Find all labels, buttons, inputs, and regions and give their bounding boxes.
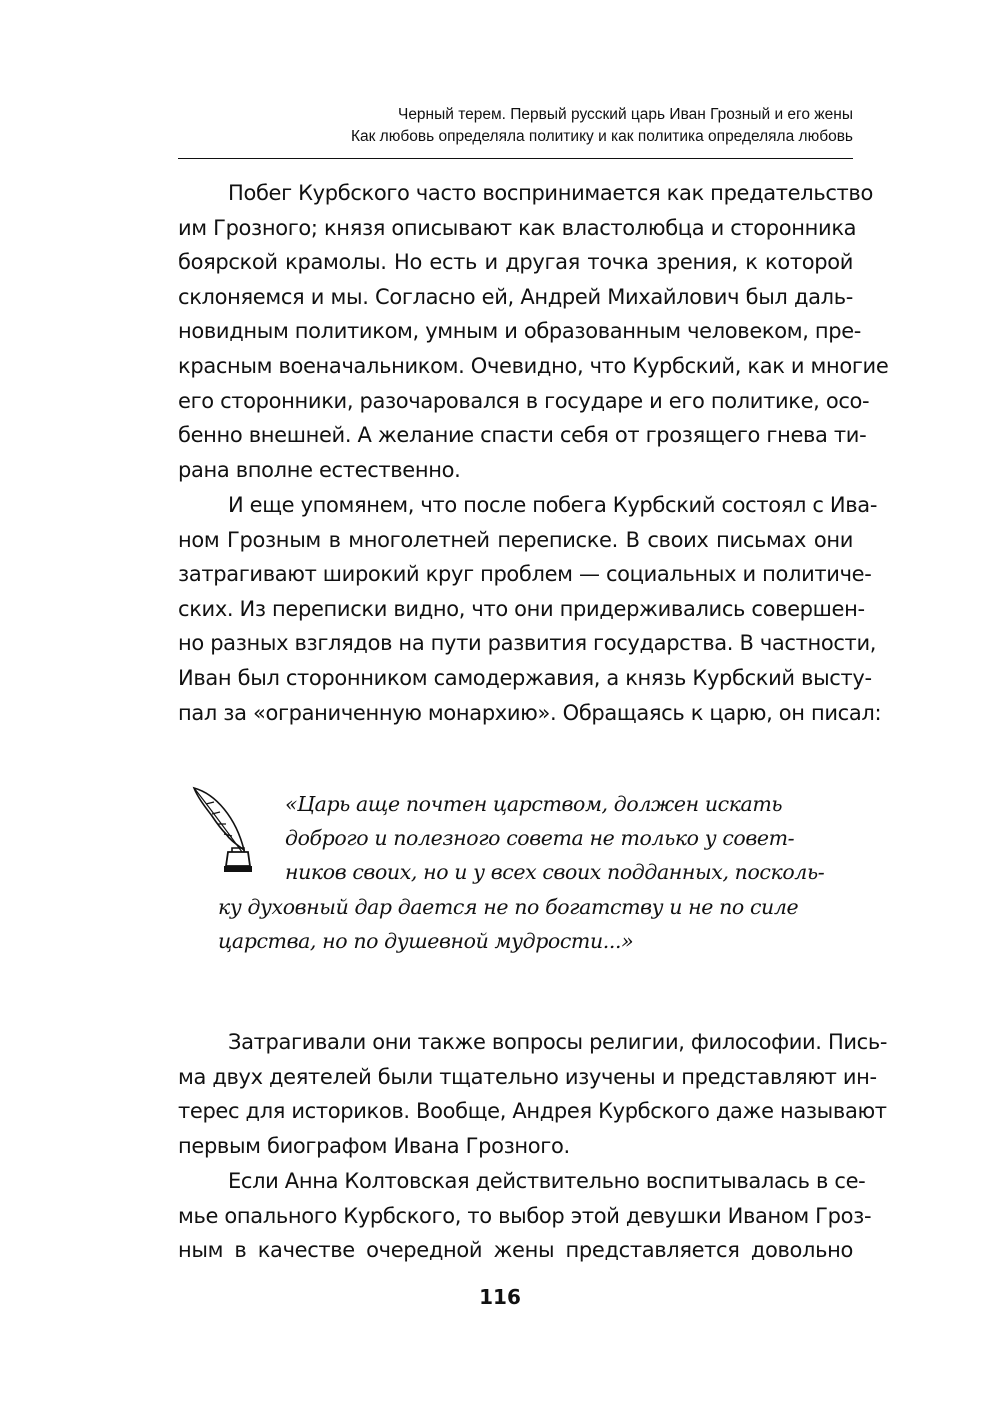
quote-line: ку духовный дар дается не по богатству и не по силе — [218, 894, 799, 919]
paragraph-2 — [178, 488, 882, 730]
paragraph-4 — [178, 1164, 872, 1268]
text-line: первым биографом Ивана Грозного. — [178, 1133, 570, 1158]
text-line: но разных взглядов на пути развития государства. В частности, — [178, 631, 877, 656]
text-line: рана вполне естественно. — [178, 457, 461, 482]
text-line: ным в качестве очередной жены представляется довольно — [178, 1238, 853, 1263]
block-quote — [218, 787, 825, 958]
quote-line: ников своих, но и у всех своих подданных, посколь- — [285, 860, 825, 885]
text-line: Затрагивали они также вопросы религии, философии. Пись- — [228, 1030, 888, 1054]
paragraph-3 — [178, 1025, 888, 1163]
text-line: склоняемся и мы. Согласно ей, Андрей Михайлович был даль- — [178, 284, 853, 309]
text-line: И еще упомянем, что после побега Курбский состоял с Ива- — [228, 493, 878, 517]
text-line: им Грозного; князя описывают как властолюбца и сторонника — [178, 215, 857, 240]
text-line: пал за «ограниченную монархию». Обращаясь к царю, он писал: — [178, 700, 882, 725]
quote-line: доброго и полезного совета не только у совет- — [285, 826, 795, 851]
quote-line: царства, но по душевной мудрости...» — [218, 928, 634, 953]
text-line: ских. Из переписки видно, что они придерживались совершен- — [178, 596, 865, 621]
text-line: Если Анна Колтовская действительно воспитывалась в се- — [228, 1169, 866, 1193]
text-line: боярской крамолы. Но есть и другая точка зрения, к которой — [178, 250, 853, 275]
quote-line: «Царь аще почтен царством, должен искать — [285, 792, 783, 816]
text-line: ном Грозным в многолетней переписке. В своих письмах они — [178, 527, 853, 552]
text-line: его сторонники, разочаровался в государе и его политике, осо- — [178, 388, 870, 413]
text-line: мье опального Курбского, то выбор этой девушки Иваном Гроз- — [178, 1203, 872, 1228]
running-header-line-1: Черный терем. Первый русский царь Иван Грозный и его жены — [397, 106, 853, 123]
running-header — [178, 104, 853, 148]
text-line: Иван был сторонником самодержавия, а князь Курбский высту- — [178, 665, 872, 690]
text-line: новидным политиком, умным и образованным человеком, пре- — [178, 319, 862, 344]
running-header-line-2: Как любовь определяла политику и как политика определяла любовь — [350, 128, 853, 145]
text-line: ма двух деятелей были тщательно изучены и представляют ин- — [178, 1064, 877, 1089]
text-line: красным военачальником. Очевидно, что Курбский, как и многие — [178, 353, 889, 378]
text-line: Побег Курбского часто воспринимается как предательство — [228, 181, 873, 205]
text-line: терес для историков. Вообще, Андрея Курбского даже называют — [178, 1099, 887, 1124]
page-number: 116 — [479, 1285, 521, 1309]
paragraph-1 — [178, 176, 889, 487]
header-rule — [178, 158, 853, 159]
text-line: затрагивают широкий круг проблем — социальных и политиче- — [178, 562, 872, 587]
text-line: бенно внешней. А желание спасти себя от грозящего гнева ти- — [178, 423, 867, 448]
